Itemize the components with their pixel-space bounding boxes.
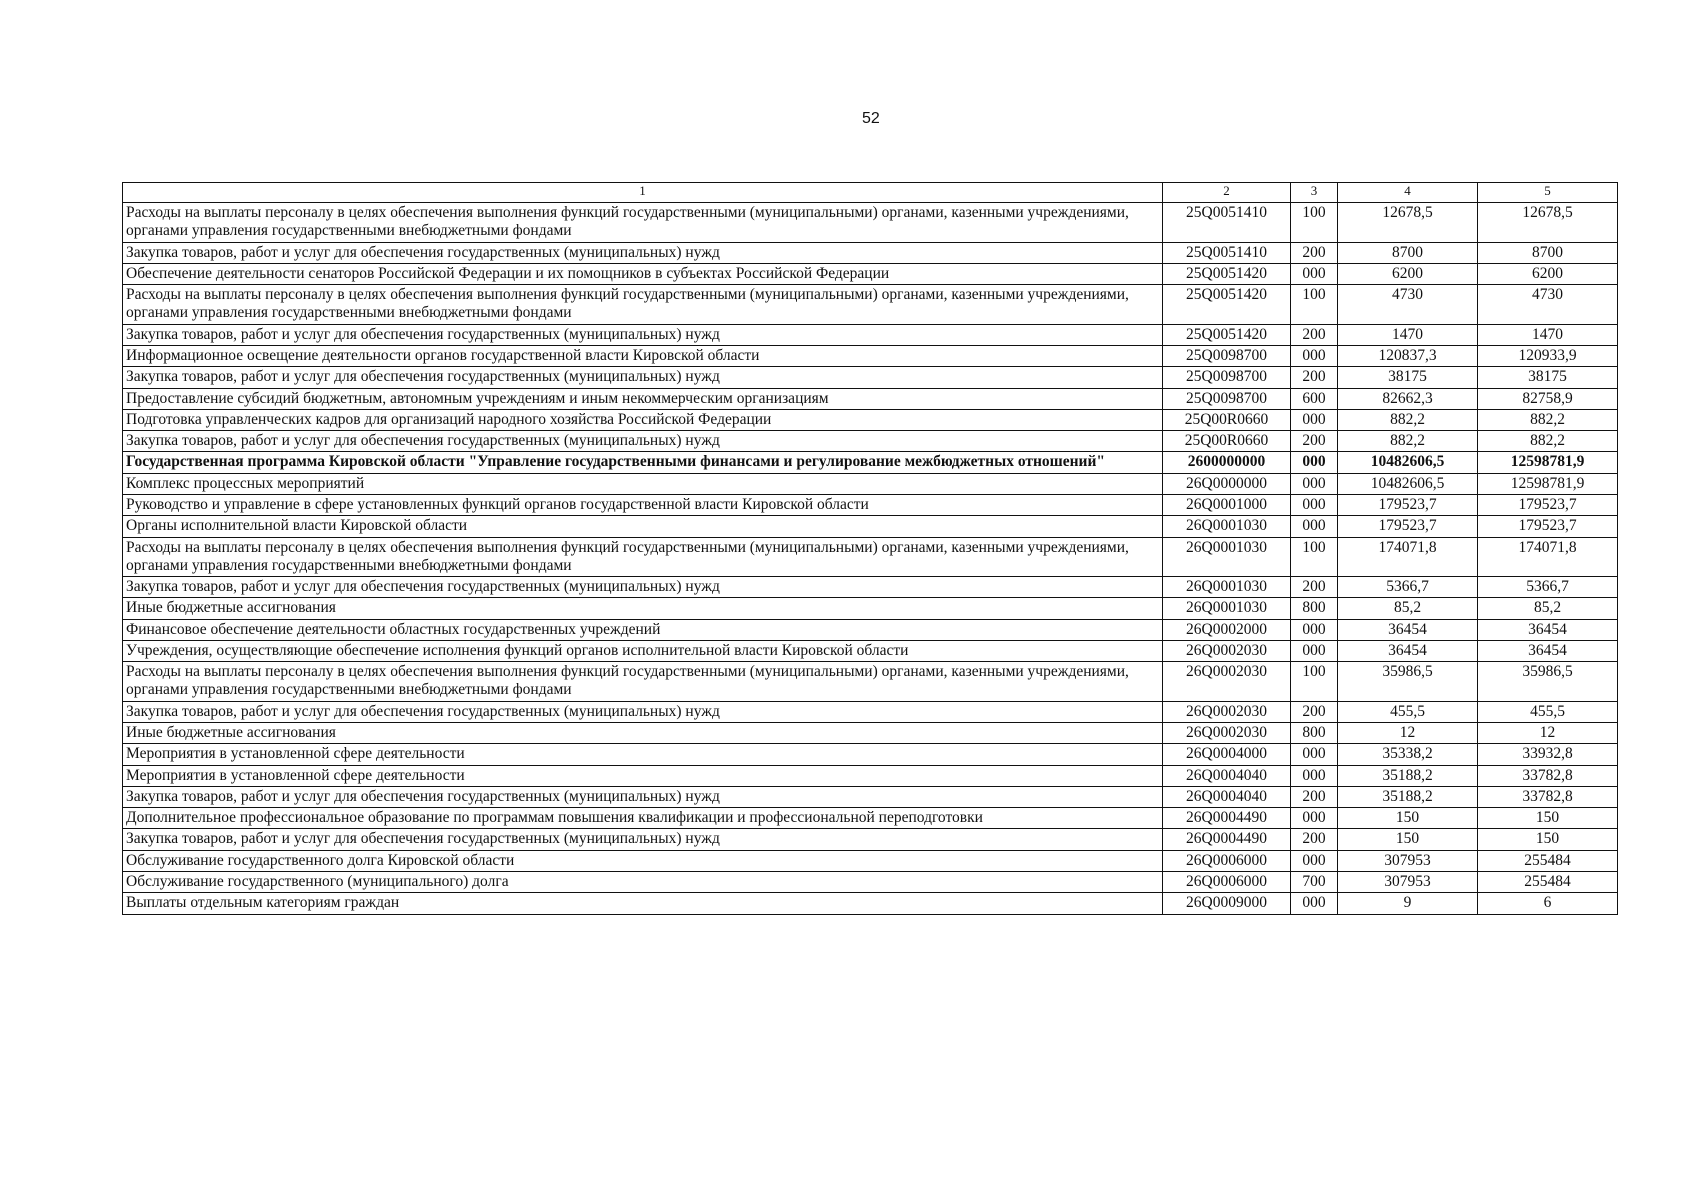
row-type-cell: 000 (1291, 494, 1338, 515)
row-value-1-cell: 9 (1338, 893, 1478, 914)
row-value-2-cell: 33782,8 (1478, 765, 1618, 786)
table-row (123, 203, 1618, 243)
table-row (123, 345, 1618, 366)
row-name-cell: Комплекс процессных мероприятий (123, 473, 1163, 494)
row-name-cell: Расходы на выплаты персоналу в целях обеспечения выполнения функций государственными (муниципальными) органами, казенными учреждениями, органами управления государственными внебюджетными фондами (123, 537, 1163, 577)
row-type-cell: 200 (1291, 431, 1338, 452)
row-value-2-cell: 8700 (1478, 242, 1618, 263)
row-name-cell: Закупка товаров, работ и услуг для обеспечения государственных (муниципальных) нужд (123, 242, 1163, 263)
column-header-4: 4 (1338, 183, 1478, 203)
row-value-1-cell: 4730 (1338, 285, 1478, 325)
row-type-cell: 200 (1291, 701, 1338, 722)
row-value-2-cell: 1470 (1478, 324, 1618, 345)
row-name-cell: Финансовое обеспечение деятельности областных государственных учреждений (123, 619, 1163, 640)
row-value-1-cell: 36454 (1338, 640, 1478, 661)
row-type-cell: 100 (1291, 285, 1338, 325)
row-code-cell: 25Q0098700 (1163, 345, 1291, 366)
table-row (123, 893, 1618, 914)
row-value-2-cell: 120933,9 (1478, 345, 1618, 366)
row-value-1-cell: 174071,8 (1338, 537, 1478, 577)
row-name-cell: Обеспечение деятельности сенаторов Российской Федерации и их помощников в субъектах Российской Федерации (123, 263, 1163, 284)
row-code-cell: 25Q0051420 (1163, 263, 1291, 284)
row-value-1-cell: 35188,2 (1338, 786, 1478, 807)
row-name-cell: Закупка товаров, работ и услуг для обеспечения государственных (муниципальных) нужд (123, 431, 1163, 452)
row-value-2-cell: 5366,7 (1478, 577, 1618, 598)
table-header-row (123, 183, 1618, 203)
row-code-cell: 26Q0001030 (1163, 537, 1291, 577)
row-name-cell: Информационное освещение деятельности органов государственной власти Кировской области (123, 345, 1163, 366)
row-value-1-cell: 150 (1338, 808, 1478, 829)
row-code-cell: 25Q00R0660 (1163, 409, 1291, 430)
row-name-cell: Государственная программа Кировской области "Управление государственными финансами и регулирование межбюджетных отношений" (123, 452, 1163, 473)
row-type-cell: 700 (1291, 872, 1338, 893)
row-type-cell: 000 (1291, 619, 1338, 640)
row-type-cell: 000 (1291, 893, 1338, 914)
row-code-cell: 26Q0004490 (1163, 829, 1291, 850)
row-code-cell: 26Q0002030 (1163, 640, 1291, 661)
row-value-1-cell: 179523,7 (1338, 516, 1478, 537)
row-name-cell: Выплаты отдельным категориям граждан (123, 893, 1163, 914)
row-name-cell: Подготовка управленческих кадров для организаций народного хозяйства Российской Федерации (123, 409, 1163, 430)
row-value-2-cell: 150 (1478, 829, 1618, 850)
row-type-cell: 000 (1291, 765, 1338, 786)
table-row (123, 516, 1618, 537)
row-code-cell: 26Q0002030 (1163, 662, 1291, 702)
row-type-cell: 200 (1291, 242, 1338, 263)
row-type-cell: 100 (1291, 662, 1338, 702)
row-code-cell: 25Q0051420 (1163, 324, 1291, 345)
row-code-cell: 25Q0051420 (1163, 285, 1291, 325)
row-value-1-cell: 35338,2 (1338, 744, 1478, 765)
row-value-2-cell: 33932,8 (1478, 744, 1618, 765)
row-value-1-cell: 8700 (1338, 242, 1478, 263)
budget-table (122, 182, 1618, 915)
table-row (123, 744, 1618, 765)
row-value-1-cell: 455,5 (1338, 701, 1478, 722)
row-code-cell: 26Q0004040 (1163, 765, 1291, 786)
row-name-cell: Органы исполнительной власти Кировской области (123, 516, 1163, 537)
row-code-cell: 26Q0009000 (1163, 893, 1291, 914)
table-row (123, 263, 1618, 284)
row-name-cell: Мероприятия в установленной сфере деятельности (123, 744, 1163, 765)
table-row (123, 640, 1618, 661)
row-type-cell: 000 (1291, 409, 1338, 430)
row-value-2-cell: 255484 (1478, 872, 1618, 893)
row-code-cell: 26Q0004040 (1163, 786, 1291, 807)
row-value-2-cell: 150 (1478, 808, 1618, 829)
row-name-cell: Закупка товаров, работ и услуг для обеспечения государственных (муниципальных) нужд (123, 577, 1163, 598)
row-name-cell: Закупка товаров, работ и услуг для обеспечения государственных (муниципальных) нужд (123, 367, 1163, 388)
row-code-cell: 26Q0001030 (1163, 516, 1291, 537)
row-code-cell: 26Q0002030 (1163, 701, 1291, 722)
row-name-cell: Предоставление субсидий бюджетным, автономным учреждениям и иным некоммерческим организациям (123, 388, 1163, 409)
row-type-cell: 200 (1291, 829, 1338, 850)
row-code-cell: 26Q0006000 (1163, 850, 1291, 871)
row-value-2-cell: 85,2 (1478, 598, 1618, 619)
row-value-1-cell: 85,2 (1338, 598, 1478, 619)
row-value-1-cell: 882,2 (1338, 409, 1478, 430)
row-name-cell: Иные бюджетные ассигнования (123, 723, 1163, 744)
row-value-2-cell: 35986,5 (1478, 662, 1618, 702)
row-code-cell: 26Q0002030 (1163, 723, 1291, 744)
row-code-cell: 26Q0001030 (1163, 577, 1291, 598)
row-value-1-cell: 307953 (1338, 872, 1478, 893)
row-value-1-cell: 120837,3 (1338, 345, 1478, 366)
row-value-2-cell: 12598781,9 (1478, 452, 1618, 473)
table-row (123, 662, 1618, 702)
row-code-cell: 26Q0004490 (1163, 808, 1291, 829)
row-type-cell: 000 (1291, 345, 1338, 366)
row-name-cell: Мероприятия в установленной сфере деятельности (123, 765, 1163, 786)
table-row (123, 765, 1618, 786)
row-value-2-cell: 455,5 (1478, 701, 1618, 722)
row-value-1-cell: 36454 (1338, 619, 1478, 640)
row-name-cell: Обслуживание государственного долга Кировской области (123, 850, 1163, 871)
row-type-cell: 000 (1291, 452, 1338, 473)
table-row (123, 723, 1618, 744)
row-type-cell: 000 (1291, 640, 1338, 661)
row-value-1-cell: 12678,5 (1338, 203, 1478, 243)
row-code-cell: 26Q0001000 (1163, 494, 1291, 515)
row-type-cell: 800 (1291, 598, 1338, 619)
row-type-cell: 600 (1291, 388, 1338, 409)
column-header-1: 1 (123, 183, 1163, 203)
column-header-3: 3 (1291, 183, 1338, 203)
row-value-1-cell: 35188,2 (1338, 765, 1478, 786)
row-value-1-cell: 38175 (1338, 367, 1478, 388)
row-value-1-cell: 882,2 (1338, 431, 1478, 452)
row-type-cell: 200 (1291, 786, 1338, 807)
table-row (123, 829, 1618, 850)
table-row (123, 577, 1618, 598)
table-row (123, 701, 1618, 722)
row-value-1-cell: 1470 (1338, 324, 1478, 345)
row-type-cell: 100 (1291, 203, 1338, 243)
row-code-cell: 25Q0051410 (1163, 203, 1291, 243)
row-code-cell: 25Q0098700 (1163, 367, 1291, 388)
row-value-1-cell: 307953 (1338, 850, 1478, 871)
row-value-2-cell: 882,2 (1478, 409, 1618, 430)
table-row (123, 494, 1618, 515)
row-value-1-cell: 12 (1338, 723, 1478, 744)
row-value-2-cell: 33782,8 (1478, 786, 1618, 807)
row-value-2-cell: 4730 (1478, 285, 1618, 325)
row-name-cell: Дополнительное профессиональное образование по программам повышения квалификации и профессиональной переподготовки (123, 808, 1163, 829)
row-code-cell: 25Q0051410 (1163, 242, 1291, 263)
row-type-cell: 000 (1291, 516, 1338, 537)
row-value-2-cell: 12678,5 (1478, 203, 1618, 243)
row-name-cell: Расходы на выплаты персоналу в целях обеспечения выполнения функций государственными (муниципальными) органами, казенными учреждениями, органами управления государственными внебюджетными фондами (123, 662, 1163, 702)
row-name-cell: Учреждения, осуществляющие обеспечение исполнения функций органов исполнительной власти Кировской области (123, 640, 1163, 661)
row-value-2-cell: 12 (1478, 723, 1618, 744)
row-type-cell: 800 (1291, 723, 1338, 744)
row-type-cell: 200 (1291, 577, 1338, 598)
row-value-2-cell: 174071,8 (1478, 537, 1618, 577)
row-name-cell: Руководство и управление в сфере установленных функций органов государственной власти Кировской области (123, 494, 1163, 515)
row-name-cell: Расходы на выплаты персоналу в целях обеспечения выполнения функций государственными (муниципальными) органами, казенными учреждениями, органами управления государственными внебюджетными фондами (123, 203, 1163, 243)
row-type-cell: 000 (1291, 744, 1338, 765)
row-value-2-cell: 82758,9 (1478, 388, 1618, 409)
row-value-2-cell: 882,2 (1478, 431, 1618, 452)
row-value-1-cell: 10482606,5 (1338, 452, 1478, 473)
row-value-1-cell: 82662,3 (1338, 388, 1478, 409)
row-type-cell: 200 (1291, 324, 1338, 345)
row-code-cell: 26Q0002000 (1163, 619, 1291, 640)
row-value-1-cell: 6200 (1338, 263, 1478, 284)
row-value-2-cell: 179523,7 (1478, 494, 1618, 515)
row-name-cell: Иные бюджетные ассигнования (123, 598, 1163, 619)
table-row (123, 786, 1618, 807)
table-row (123, 872, 1618, 893)
table-row (123, 431, 1618, 452)
row-value-2-cell: 36454 (1478, 640, 1618, 661)
row-type-cell: 000 (1291, 263, 1338, 284)
row-value-2-cell: 38175 (1478, 367, 1618, 388)
row-code-cell: 26Q0001030 (1163, 598, 1291, 619)
table-row (123, 452, 1618, 473)
table-row (123, 598, 1618, 619)
row-type-cell: 000 (1291, 850, 1338, 871)
row-code-cell: 26Q0000000 (1163, 473, 1291, 494)
row-type-cell: 000 (1291, 473, 1338, 494)
row-code-cell: 25Q0098700 (1163, 388, 1291, 409)
table-row (123, 619, 1618, 640)
table-row (123, 367, 1618, 388)
row-name-cell: Закупка товаров, работ и услуг для обеспечения государственных (муниципальных) нужд (123, 701, 1163, 722)
table-row (123, 388, 1618, 409)
row-value-1-cell: 35986,5 (1338, 662, 1478, 702)
table-row (123, 473, 1618, 494)
row-value-2-cell: 179523,7 (1478, 516, 1618, 537)
row-name-cell: Закупка товаров, работ и услуг для обеспечения государственных (муниципальных) нужд (123, 324, 1163, 345)
row-code-cell: 25Q00R0660 (1163, 431, 1291, 452)
table-row (123, 409, 1618, 430)
page-number: 52 (862, 110, 880, 127)
row-type-cell: 000 (1291, 808, 1338, 829)
table-row (123, 324, 1618, 345)
row-type-cell: 200 (1291, 367, 1338, 388)
row-name-cell: Закупка товаров, работ и услуг для обеспечения государственных (муниципальных) нужд (123, 786, 1163, 807)
row-code-cell: 26Q0004000 (1163, 744, 1291, 765)
column-header-2: 2 (1163, 183, 1291, 203)
table-row (123, 242, 1618, 263)
row-value-2-cell: 6200 (1478, 263, 1618, 284)
row-value-2-cell: 6 (1478, 893, 1618, 914)
row-name-cell: Обслуживание государственного (муниципального) долга (123, 872, 1163, 893)
row-name-cell: Закупка товаров, работ и услуг для обеспечения государственных (муниципальных) нужд (123, 829, 1163, 850)
column-header-5: 5 (1478, 183, 1618, 203)
row-value-2-cell: 36454 (1478, 619, 1618, 640)
row-value-1-cell: 10482606,5 (1338, 473, 1478, 494)
row-name-cell: Расходы на выплаты персоналу в целях обеспечения выполнения функций государственными (муниципальными) органами, казенными учреждениями, органами управления государственными внебюджетными фондами (123, 285, 1163, 325)
table-row (123, 808, 1618, 829)
row-value-1-cell: 179523,7 (1338, 494, 1478, 515)
table-row (123, 285, 1618, 325)
row-code-cell: 26Q0006000 (1163, 872, 1291, 893)
row-value-2-cell: 255484 (1478, 850, 1618, 871)
row-value-2-cell: 12598781,9 (1478, 473, 1618, 494)
row-type-cell: 100 (1291, 537, 1338, 577)
table-row (123, 850, 1618, 871)
row-code-cell: 2600000000 (1163, 452, 1291, 473)
row-value-1-cell: 5366,7 (1338, 577, 1478, 598)
table-body (123, 203, 1618, 915)
row-value-1-cell: 150 (1338, 829, 1478, 850)
table-row (123, 537, 1618, 577)
